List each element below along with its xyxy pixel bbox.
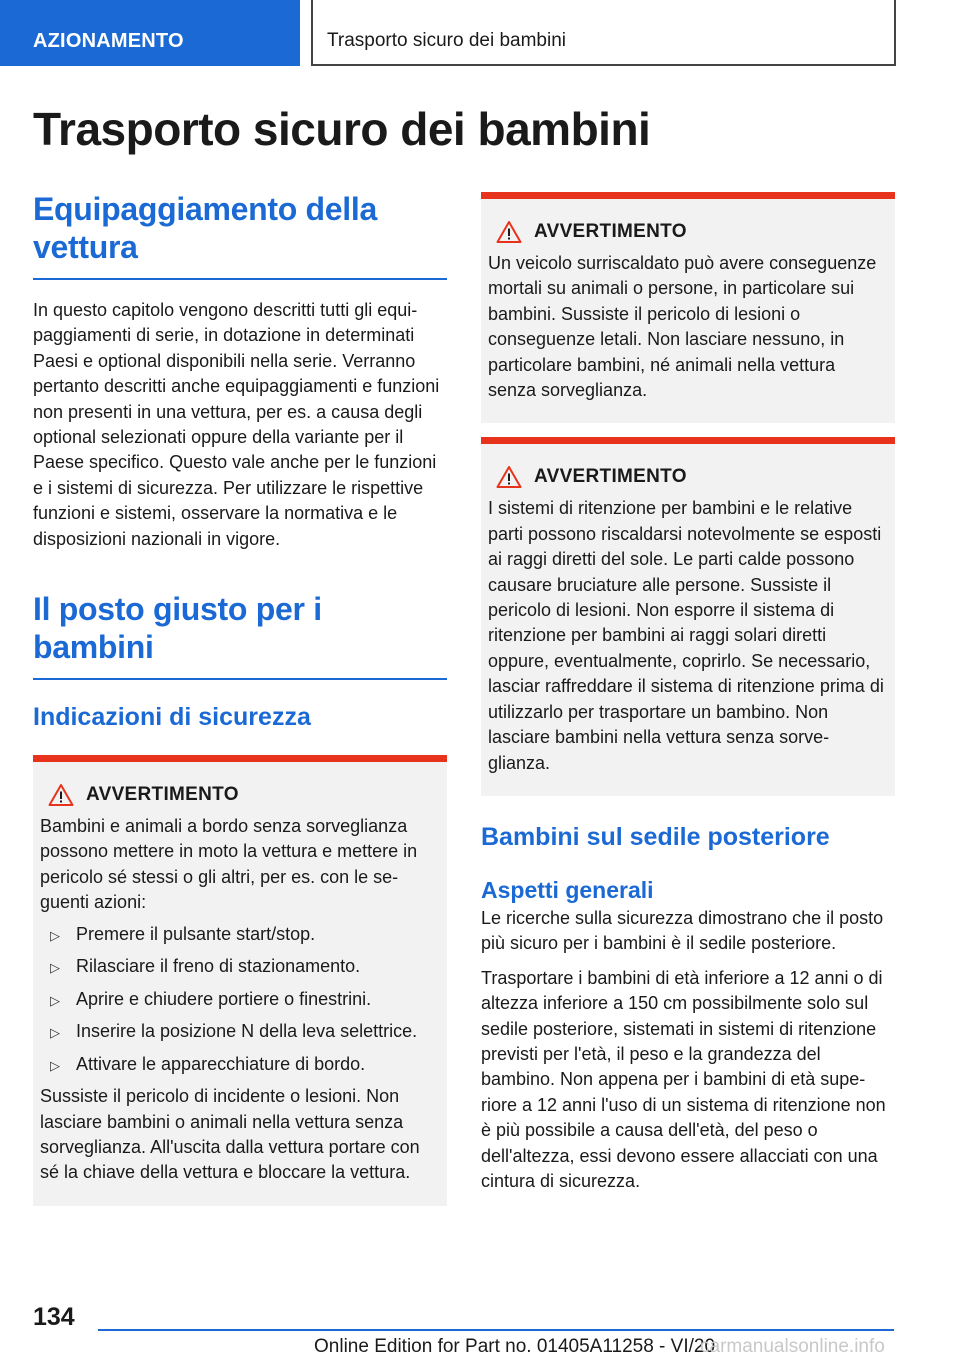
- section-label: AZIONAMENTO: [33, 30, 184, 52]
- list-item-text: Premere il pulsante start/stop.: [76, 923, 316, 944]
- heading-sedile-posteriore: Bambini sul sedile posteriore: [481, 822, 830, 851]
- list-item-text: Inserire la posizione N della leva selettrice.: [76, 1021, 418, 1042]
- page-number: 134: [33, 1303, 75, 1331]
- warning-outro: Sussiste il pericolo di incidente o lesioni. Non lasciare bambini o animali nella vettura senza sorveglianza. All'uscita dalla vettura portare con sé la chiave della vettura e bloccare la vettura.: [40, 1086, 420, 1183]
- warning-intro: Bambini e animali a bordo senza sorveglianza possono mettere in moto la vettura e mettere in pericolo sé stessi o gli altri, per es. con le seguenti azioni:: [40, 816, 418, 913]
- heading-rule: [33, 278, 447, 280]
- chapter-label: Trasporto sicuro dei bambini: [327, 30, 567, 51]
- triangle-right-outline-icon: ▷: [50, 927, 60, 943]
- list-item: [40, 987, 437, 1013]
- list-item: [40, 1019, 437, 1045]
- list-item: [40, 1052, 437, 1078]
- heading-aspetti-generali: Aspetti generali: [481, 876, 654, 903]
- warning-text: I sistemi di ritenzione per bambini e le relative parti possono riscaldarsi notevolmente se esposti ai raggi diretti del sole. Le parti calde possono causare bruciature alle persone. Sussiste il pericolo di lesioni. Non esporre il sistema di ritenzione per bambini ai raggi solari diretti oppure, eventualmente, coprirlo. Se necessario, lasciar raffreddare il sistema di ritenzione prima di utilizzarlo per trasportare un bambino. Non lasciare bambini nella vettura senza sorveglianza.: [488, 498, 884, 773]
- warning-box: [481, 192, 895, 423]
- triangle-right-outline-icon: ▷: [50, 992, 60, 1008]
- warning-box: [33, 755, 447, 1206]
- warning-header: [488, 462, 885, 492]
- list-item-text: Attivare le apparecchiature di bordo.: [76, 1053, 366, 1074]
- right-column: [481, 192, 895, 1194]
- list-item-text: Aprire e chiudere portiere o finestrini.: [76, 988, 372, 1009]
- list-item-text: Rilasciare il freno di stazionamento.: [76, 956, 361, 977]
- edition-text: Online Edition for Part no. 01405A11258 - VI/20: [314, 1336, 716, 1357]
- heading-rule: [33, 678, 447, 680]
- list-item: [40, 922, 437, 948]
- warning-header: [488, 217, 885, 247]
- triangle-right-outline-icon: ▷: [50, 1025, 60, 1041]
- chapter-box: [311, 0, 896, 66]
- watermark: carmanualsonline.info: [700, 1336, 885, 1357]
- triangle-right-outline-icon: ▷: [50, 960, 60, 976]
- warning-triangle-icon: [48, 783, 74, 807]
- triangle-right-outline-icon: ▷: [50, 1057, 60, 1073]
- list-item: [40, 954, 437, 980]
- heading-posto-giusto: Il posto giusto per i bambini: [33, 591, 322, 666]
- warning-triangle-icon: [496, 465, 522, 489]
- warning-list: [40, 922, 437, 1078]
- section-tab: [0, 0, 300, 66]
- equipaggiamento-paragraph: In questo capitolo vengono descritti tutti gli equipaggiamenti di serie, in dotazione in determinati Paesi e optional disponibili nella serie. Verranno pertanto descritti anche equipaggiamenti e funzioni non presenti in una vettura, per es. a causa degli optional selezionati oppure della variante per il Paese specifico. Questo vale anche per le funzioni e i sistemi di sicurezza. Per utilizzare le rispettive funzioni e sistemi, osservare la normativa e le disposizioni nazionali in vigore.: [33, 300, 440, 549]
- heading-indicazioni: Indicazioni di sicurezza: [33, 703, 311, 732]
- page-header: [0, 0, 960, 66]
- warning-header: [40, 780, 437, 810]
- page-title: Trasporto sicuro dei bambini: [33, 103, 651, 155]
- heading-equipaggiamento: Equipaggiamento della vettura: [33, 191, 377, 265]
- warning-title: AVVERTIMENTO: [534, 221, 687, 242]
- warning-title: AVVERTIMENTO: [534, 466, 687, 488]
- paragraph-sicurezza: Le ricerche sulla sicurezza dimostrano che il posto più sicuro per i bambini è il sedile posteriore.: [481, 907, 884, 954]
- paragraph-trasporto: Trasportare i bambini di età inferiore a 12 anni o di altezza inferiore a 150 cm possibilmente solo sul sedile posteriore, sistemati in sistemi di ritenzione previsti per l'età, il peso e la grandezza del bambino. Non appena per i bambini di età superiore a 12 anni l'uso di un sistema di ritenzione non è più possibile a causa dell'età, del peso o dell'altezza, essi devono essere allacciati con una cintura di sicurezza.: [481, 967, 886, 1191]
- warning-box: [481, 437, 895, 795]
- warning-text: Un veicolo surriscaldato può avere conseguenze mortali su animali o persone, in particolare sui bambini. Sussiste il pericolo di lesioni o conseguenze letali. Non lasciare nessuno, in particolare bambini, né animali nella vettura senza sorveglianza.: [488, 253, 877, 401]
- footer-rule: [98, 1329, 894, 1331]
- left-column: [33, 190, 447, 1206]
- warning-triangle-icon: [496, 220, 522, 244]
- warning-title: AVVERTIMENTO: [86, 784, 239, 806]
